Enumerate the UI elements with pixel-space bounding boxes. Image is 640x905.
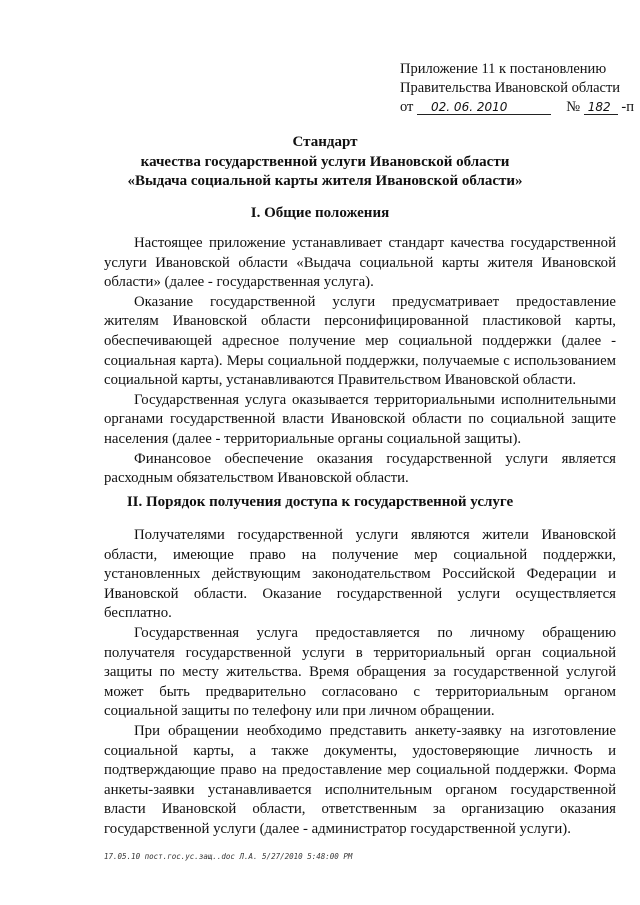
paragraph: Оказание государственной услуги предусматривает предоставление жителям Ивановской области персонифицированной пластиковой карты, обеспечивающей адресное получение мер социальной поддержки (далее - социальная карта). Меры социальной поддержки, получаемые с использованием социальной карты, устанавливаются Правительством Ивановской области. [104, 293, 616, 389]
annex-date-line [400, 98, 634, 117]
document-title [100, 133, 550, 192]
handwritten-date: 02. 06. 2010 [417, 100, 551, 115]
paragraph: Настоящее приложение устанавливает стандарт качества государственной услуги Ивановской области «Выдача социальной карты жителя Ивановской области» (далее - государственная услуга). [104, 235, 616, 291]
paragraph: Государственная услуга оказывается территориальными исполнительными органами государственной власти Ивановской области по социальной защите населения (далее - территориальные органы социальной защиты). [104, 391, 616, 447]
title-line-3: «Выдача социальной карты жителя Ивановской области» [127, 173, 523, 189]
annex-line-2: Правительства Ивановской области [400, 80, 621, 96]
paragraph: Финансовое обеспечение оказания государственной услуги является расходным обязательством Ивановской области. [104, 450, 616, 487]
handwritten-number: 182 [584, 100, 618, 115]
section-2-heading: II. Порядок получения доступа к государственной услуге [126, 494, 514, 510]
section-2-body [104, 526, 616, 840]
number-suffix: -п [621, 99, 634, 115]
section-1-body [104, 234, 616, 489]
file-info-footer: 17.05.10 пост.гос.ус.защ..doc Л.А. 5/27/2010 5:48:00 PM [104, 852, 353, 861]
section-1-heading: I. Общие положения [250, 205, 390, 221]
paragraph: Государственная услуга предоставляется по личному обращению получателя государственной услуги в территориальный орган социальной защиты по месту жительства. Время обращения за государственной услугой может быть предварительно согласовано с территориальным органом социальной защиты по телефону или при личном обращении. [104, 624, 616, 720]
annex-header [400, 60, 634, 117]
from-label: от [400, 99, 414, 115]
title-line-2: качества государственной услуги Ивановской области [140, 153, 510, 170]
number-label: № [566, 99, 581, 115]
title-line-1: Стандарт [292, 134, 358, 150]
annex-line-1: Приложение 11 к постановлению [400, 61, 607, 77]
paragraph: При обращении необходимо представить анкету-заявку на изготовление социальной карты, а также документы, удостоверяющие личность и подтверждающие право на предоставление мер социальной поддержки. Форма анкеты-заявки устанавливается исполнительным органом государственной власти Ивановской области, ответственным за организацию оказания государственной услуги (далее - администратор государственной услуги). [104, 722, 616, 837]
paragraph: Получателями государственной услуги являются жители Ивановской области, имеющие право на получение мер социальной поддержки, установленных действующим законодательством Российской Федерации и Ивановской области. Оказание государственной услуги осуществляется бесплатно. [104, 527, 616, 622]
